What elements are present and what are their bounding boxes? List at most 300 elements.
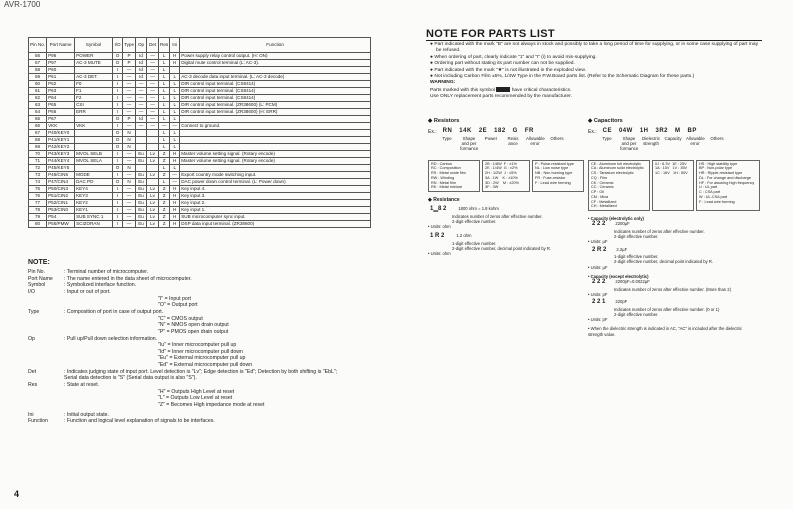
note-sub-item: "Z" = Becomes High impedance mode at reset [158, 402, 265, 409]
pin-cell: P96 [47, 53, 75, 60]
pin-cell: L [170, 88, 180, 95]
resistor-field: Type [442, 135, 452, 141]
pin-cell [147, 137, 159, 144]
pin-cell: 79 [29, 214, 47, 221]
pin-cell: Z [159, 193, 170, 200]
pin-cell: 77 [29, 200, 47, 207]
table-row [29, 123, 371, 130]
cap-electrolytic-title: • Capacity (electrolytic only) [588, 216, 644, 222]
pin-cell [180, 67, 371, 74]
pin-cell: H [170, 193, 180, 200]
table-row [29, 221, 371, 228]
note-sub-item: "I" = Input port [158, 295, 191, 302]
cap-elec-example-2: 2 R 2 2.2µF 1-digit effective number. 2-digit effective number, decimal point indicated by R. [592, 246, 714, 265]
pin-cell: H [170, 53, 180, 60]
pin-cell: 64 [29, 109, 47, 116]
pin-cell: O [113, 144, 123, 151]
cap-footnote: • When the dielectric strength is indicated in AC, "AC" is included after the dielectric strength value. [588, 326, 743, 337]
pin-cell: L [170, 116, 180, 123]
pin-cell: 66 [29, 123, 47, 130]
pin-col-header: I/O [113, 38, 123, 53]
pin-cell: — [147, 60, 159, 67]
pin-cell: — [147, 95, 159, 102]
pin-cell: P53/CIN0 [47, 207, 75, 214]
resistance-example-2: 1 R 2 1.2 ohm 1-digit effective number. 2-digit effective number, decimal point indicated by R. [430, 233, 552, 252]
warning-line: Parts marked with this symbol have critical characteristics. [430, 87, 572, 93]
pin-cell: — [123, 88, 136, 95]
table-row [29, 158, 371, 165]
pin-cell: Key input 4. [180, 186, 371, 193]
pin-cell: Eu [136, 207, 147, 214]
pin-cell: Z [159, 151, 170, 158]
resistor-field: Shape and per formance [460, 135, 479, 152]
note-sub-item: "H" = Outputs High Level at reset [158, 388, 235, 395]
pin-cell: Digital mute control terminal (L: AC-3). [180, 60, 371, 67]
pin-cell: — [123, 81, 136, 88]
pin-cell: 61 [29, 88, 47, 95]
pin-cell: I [113, 186, 123, 193]
table-row [29, 60, 371, 67]
pin-cell: DIR control input terminal. (CS8414) [180, 81, 371, 88]
table-row [29, 151, 371, 158]
pin-cell: L [159, 67, 170, 74]
pin-cell: Id [136, 74, 147, 81]
pin-cell: DAC PD [75, 179, 113, 186]
pin-cell: P97 [47, 60, 75, 67]
pin-cell: ERR [75, 109, 113, 116]
cap-elec-example-1: 2 2 2 2200µF Indicates number of zeros after effective number. 2-digit effective number. [592, 221, 705, 240]
pin-cell: L [159, 137, 170, 144]
capacitor-code: 3R2 [655, 127, 668, 134]
pin-cell: P44/KEY4 [47, 158, 75, 165]
pin-cell: 58 [29, 67, 47, 74]
pin-cell: — [123, 151, 136, 158]
note-row [28, 289, 383, 296]
pin-cell: I [113, 214, 123, 221]
pin-cell: L [170, 102, 180, 109]
pin-cell: N [123, 144, 136, 151]
pin-cell: I [113, 102, 123, 109]
table-row [29, 67, 371, 74]
pin-cell: 73 [29, 172, 47, 179]
table-row [29, 95, 371, 102]
pin-col-header: Pin No. [29, 38, 47, 53]
pin-cell: Master volume setting signal. (Rotary encode) [180, 151, 371, 158]
warning-line-2: Use ONLY replacement parts recommended by the manufacturer. [430, 93, 572, 99]
pin-cell: AC-3 decode data input terminal. (L: AC-3 decode) [180, 74, 371, 81]
pin-cell: O [113, 60, 123, 67]
pin-cell: — [123, 221, 136, 228]
pin-cell: — [170, 123, 180, 130]
table-row [29, 109, 371, 116]
note-value: : Input or out of port. [64, 288, 111, 295]
pin-cell: P43/KEY3 [47, 151, 75, 158]
pin-cell: Power supply relay control output. (H: ON) [180, 53, 371, 60]
pin-cell: Lv [147, 200, 159, 207]
pin-cell: VKK [47, 123, 75, 130]
pin-cell: Lv [147, 207, 159, 214]
pin-cell: L [159, 74, 170, 81]
cap-unit-1: • Units: µF [588, 239, 608, 245]
note-row-type: Type : Composition of port in case of output port. [28, 308, 164, 315]
pin-cell: L [159, 165, 170, 172]
pin-cell: P40/KEY0 [47, 130, 75, 137]
note-key: Port Name [28, 275, 53, 282]
pin-cell: — [170, 172, 180, 179]
pin-cell: Lv [147, 151, 159, 158]
pin-cell: — [147, 109, 159, 116]
pin-cell [147, 130, 159, 137]
pin-cell: P67 [47, 116, 75, 123]
parts-bullet: ● Part indicated with the mark "B" are not always in stock and possibly to take a long period of time for supplying, or in some case supplying of part may be refused. [430, 42, 759, 54]
pin-cell: 63 [29, 102, 47, 109]
table-row [29, 130, 371, 137]
pin-cell: O [113, 137, 123, 144]
note-sub-item: "L" = Outputs Low Level at reset [158, 395, 233, 402]
pin-cell: Eu [136, 193, 147, 200]
pin-cell: P66 [47, 109, 75, 116]
capacitor-code: 1H [639, 127, 649, 134]
note-row-ini: Ini : Initial output state. [28, 411, 109, 418]
pin-cell: Eu [136, 214, 147, 221]
pin-cell: Z [159, 158, 170, 165]
pin-cell [75, 130, 113, 137]
pin-cell: P46/CIN5 [47, 172, 75, 179]
table-row [29, 53, 371, 60]
resistor-field: Power [484, 135, 498, 141]
pin-cell: — [147, 116, 159, 123]
note-row-function: Function : Function and logical level explanation of signals to be interfaces. [28, 418, 215, 425]
pin-cell: — [123, 95, 136, 102]
pin-cell [180, 165, 371, 172]
pin-cell: 72 [29, 165, 47, 172]
pin-cell: 69 [29, 144, 47, 151]
pin-cell [180, 144, 371, 151]
pin-cell: VKK [75, 123, 113, 130]
cap-except-title: • Capacity (except electrolytic) [588, 273, 649, 279]
pin-cell: Key input 1. [180, 207, 371, 214]
pin-cell: H [170, 207, 180, 214]
resistance-heading: ◆ Resistance [428, 197, 460, 204]
note-det-cont: Serial data detection is "S" (Serial data output is also "S"). [64, 375, 197, 382]
pin-cell: L [159, 60, 170, 67]
note-sub-item: "N" = NMOS open drain output [158, 322, 229, 329]
pin-cell: I [113, 200, 123, 207]
pin-cell: O [113, 53, 123, 60]
pin-cell: KEY3 [75, 193, 113, 200]
pin-cell: P65 [47, 102, 75, 109]
pin-cell: — [123, 186, 136, 193]
pin-cell: SCIZORAN [75, 221, 113, 228]
pin-cell: I [113, 88, 123, 95]
pin-cell: L [170, 109, 180, 116]
note-row [28, 276, 383, 283]
pin-cell [147, 144, 159, 151]
parts-note-title: NOTE FOR PARTS LIST [426, 28, 555, 40]
pin-cell: O [113, 179, 123, 186]
parts-bullet: ● Not including Carbon Film ±5%, 1/4W Type in the P.W.Board parts list. (Refer to the Schematic Diagram for these parts.) [430, 73, 695, 79]
pin-cell: I [113, 193, 123, 200]
table-row [29, 144, 371, 151]
pin-cell: P51/CIN2 [47, 193, 75, 200]
pin-cell: Key input 2. [180, 200, 371, 207]
table-row [29, 186, 371, 193]
pin-cell: MVOL SELB [75, 151, 113, 158]
capacitor-field: Dielectric strength [642, 135, 661, 147]
pin-cell: I [113, 95, 123, 102]
pin-cell [75, 116, 113, 123]
pin-cell: 78 [29, 207, 47, 214]
pin-cell: 67 [29, 130, 47, 137]
pin-cell: Z [159, 172, 170, 179]
pin-cell: I [113, 81, 123, 88]
resistor-field: Allowable error [526, 135, 545, 147]
pin-cell: I [113, 172, 123, 179]
table-row [29, 172, 371, 179]
pin-cell: Eu [136, 200, 147, 207]
capacitor-field: Allowable error [686, 135, 705, 147]
pin-cell: — [147, 53, 159, 60]
pin-cell [136, 137, 147, 144]
pin-cell: SUB SYNC 1 [75, 214, 113, 221]
pin-cell: MVOL SELA [75, 158, 113, 165]
pin-cell: Id [136, 116, 147, 123]
pin-cell: L [159, 95, 170, 102]
pin-cell: — [170, 179, 180, 186]
pin-cell: KEY1 [75, 207, 113, 214]
pin-cell: L [159, 116, 170, 123]
capacitor-field: Others [710, 135, 724, 141]
pin-cell [136, 130, 147, 137]
pin-cell: — [147, 67, 159, 74]
resistor-field: Resis ance [507, 135, 519, 147]
pin-cell [170, 67, 180, 74]
pin-cell [180, 137, 371, 144]
note-key: Symbol [28, 282, 46, 289]
pin-cell [147, 165, 159, 172]
pin-cell: — [136, 102, 147, 109]
pin-cell: Lv [147, 158, 159, 165]
pin-cell: H [170, 214, 180, 221]
page-number: 4 [14, 489, 20, 499]
pin-cell: F0 [75, 81, 113, 88]
pin-cell: P50/CIN3 [47, 186, 75, 193]
pin-cell: — [136, 109, 147, 116]
pin-cell [180, 130, 371, 137]
resistor-types: RD : Carbon RC : Composition RS : Metal oxide film RW : Winding RN : Metal film RK : Metal mixture [428, 160, 480, 192]
pin-cell: Export country mode switching input. [180, 172, 371, 179]
pin-col-header: Res [159, 38, 170, 53]
pin-cell: 68 [29, 137, 47, 144]
table-row [29, 74, 371, 81]
pin-cell: L [159, 109, 170, 116]
note-sub-item: "O" = Output port [158, 302, 198, 309]
note-sub-item: "C" = CMOS output [158, 315, 203, 322]
pin-cell: L [170, 95, 180, 102]
title-rule [426, 40, 762, 41]
pin-cell: — [123, 74, 136, 81]
warning-symbol-icon [496, 87, 510, 92]
pin-cell: — [123, 172, 136, 179]
capacitor-strengths: 0J : 6.3V 1E : 25V 1A : 10V 1V : 35V 1C : 16V 1H : 50V [652, 160, 694, 211]
pin-cell: P [123, 53, 136, 60]
pin-cell: KEY4 [75, 186, 113, 193]
pin-cell: Lv [147, 193, 159, 200]
table-row [29, 207, 371, 214]
cap-unit-4: • Units: pF [588, 317, 608, 323]
note-key: I/O [28, 288, 35, 295]
pin-col-header: Function [180, 38, 371, 53]
pin-cell: I [113, 74, 123, 81]
capacitor-code: M [675, 127, 681, 134]
pin-cell: — [136, 88, 147, 95]
resistor-code: 14K [459, 127, 472, 134]
pin-cell: P54 [47, 214, 75, 221]
pin-col-header: Op [136, 38, 147, 53]
note-sub-item: "P" = PMOS open drain output [158, 328, 229, 335]
pin-cell: — [136, 81, 147, 88]
table-row [29, 88, 371, 95]
pin-cell: Lv [147, 186, 159, 193]
pin-cell: — [136, 95, 147, 102]
pin-cell: H [170, 221, 180, 228]
pin-cell: — [123, 207, 136, 214]
table-row [29, 193, 371, 200]
pin-cell: 71 [29, 158, 47, 165]
resistor-others: P : Pulse-resistant type NL : Low noise type NB : Non burning type FR : Fuse-resistor F : Lead wire forming [532, 160, 584, 192]
pin-cell: Id [136, 60, 147, 67]
table-row [29, 165, 371, 172]
pin-cell: Z [159, 221, 170, 228]
resistor-code: 2E [478, 127, 488, 134]
pin-cell: N [123, 137, 136, 144]
pin-cell: P60 [47, 67, 75, 74]
pin-cell: H [170, 200, 180, 207]
note-sub-item: "Id" = Inner microcomputer pull down [158, 348, 243, 355]
table-row [29, 137, 371, 144]
note-title: NOTE: [28, 259, 50, 266]
resistor-field: Others [550, 135, 564, 141]
pin-cell: — [123, 158, 136, 165]
cap-unit-3: • Units: pF [588, 291, 608, 297]
pin-cell: L [159, 102, 170, 109]
cap-unit-2: • Units: µF [588, 264, 608, 270]
pin-cell: Id [136, 67, 147, 74]
note-value: : Symbolized interface function. [64, 282, 137, 289]
pin-cell: 80 [29, 221, 47, 228]
table-row [29, 179, 371, 186]
pin-cell: I [113, 123, 123, 130]
resistor-code: FR [524, 127, 534, 134]
note-value: : Terminal number of microcomputer. [64, 268, 149, 275]
pin-col-header: Type [123, 38, 136, 53]
parts-notes [430, 42, 762, 100]
note-sub-item: "Iu" = Inner microcomputer pull up [158, 342, 237, 349]
pin-cell: P52/CIN1 [47, 200, 75, 207]
pin-cell: — [147, 74, 159, 81]
pin-cell: CSI [75, 102, 113, 109]
pin-cell [136, 165, 147, 172]
pin-cell: I [113, 109, 123, 116]
pin-cell: P42/KEY2 [47, 144, 75, 151]
pin-cell: 57 [29, 60, 47, 67]
pin-cell: Connect to ground. [180, 123, 371, 130]
pin-cell: — [147, 81, 159, 88]
pin-col-header: Ini [170, 38, 180, 53]
pin-cell: N [123, 165, 136, 172]
pin-cell: P [123, 116, 136, 123]
table-row [29, 116, 371, 123]
pin-cell: L [159, 130, 170, 137]
pin-cell: L [170, 74, 180, 81]
pin-cell: — [123, 193, 136, 200]
pin-cell: I [113, 67, 123, 74]
capacitor-others: HS : High stability type BP : Non-polar type HR : Ripple-resistant type DL : For change and discharge HF : For assuring high frequency U : UL part C : CSA part W : UL-CSA part F : Lead wire forming [696, 160, 760, 211]
note-row-det: Det : Indicates judging state of input port. Level detection is "Lv"; Edge detection is "Ed"; Detection by both shifting is "EbL"; [28, 368, 338, 375]
pin-cell [75, 67, 113, 74]
table-row [29, 102, 371, 109]
capacitor-field: Capacity [664, 135, 682, 141]
pin-cell: O [113, 165, 123, 172]
pin-cell: — [123, 214, 136, 221]
pin-cell: I [113, 221, 123, 228]
pin-cell: 65 [29, 116, 47, 123]
note-row-res: Res : State at reset. [28, 382, 100, 389]
pin-cell: I [113, 207, 123, 214]
parts-bullet: ● Ordering part without stating its part number can not be supplied. [430, 61, 575, 67]
pin-cell: P61 [47, 74, 75, 81]
pin-cell: Eu [136, 158, 147, 165]
cap-except-example-2: 2 2 1 220pF Indicates number of zeros after effective number. (0 or 1) 2-digit effective number. [592, 299, 720, 317]
pin-cell: P64 [47, 95, 75, 102]
pin-cell: H [170, 60, 180, 67]
pin-cell: P45/KEY5 [47, 165, 75, 172]
pin-cell: 76 [29, 193, 47, 200]
pin-cell: Z [159, 207, 170, 214]
resistance-unit-2: • Units: ohm [428, 251, 451, 257]
pin-cell: — [147, 123, 159, 130]
pin-cell: I [113, 151, 123, 158]
capacitor-code: 04W [618, 127, 633, 134]
pin-cell [75, 165, 113, 172]
resistor-code: 182 [494, 127, 506, 134]
pin-cell: N [123, 179, 136, 186]
pin-cell: L [170, 81, 180, 88]
note-key: Pin No. [28, 268, 46, 275]
pin-cell: 59 [29, 74, 47, 81]
capacitor-code: BP [687, 127, 697, 134]
capacitor-types: CE : Aluminum foil electrolytic CA : Aluminum solid electrolytic CS : Tantalum electrolytic CQ : Film CK : Ceramic CC : Ceramic CP : Oil CM : Mica CF : Metallized CH : Metallized [588, 160, 650, 211]
table-row [29, 214, 371, 221]
pin-cell: P63 [47, 88, 75, 95]
pin-cell: H [170, 158, 180, 165]
pin-cell: L [159, 81, 170, 88]
note-section [28, 259, 383, 425]
pin-cell: L [170, 137, 180, 144]
pin-table-header [29, 38, 371, 53]
note-row [28, 269, 383, 276]
capacitor-field: Type [602, 135, 612, 141]
note-sub-item: "Eu" = External microcomputer pull up [158, 355, 246, 362]
pin-cell: — [123, 200, 136, 207]
pin-cell: Eu [136, 186, 147, 193]
pin-cell: AC-3 MUTE [75, 60, 113, 67]
pin-cell: F1 [75, 88, 113, 95]
capacitors-section: ◆ Capacitors Ex.: CE 04W 1H 3R2 M BP Type Shape and per formance Dielectric strength Capacity Allowable error Others CE : Aluminum foil electrolytic CA : Aluminum solid electrolytic CS : Tantalum electrolytic CQ : Film CK : Ceramic CC : Ceramic CP : Oil CM : Mica CF : Metallized CH : Metallized 0J : 6.3V 1E : 25V 1A : 10V 1V : 35V 1C : 16V 1H : 50V HS : High stability type BP : Non-polar type HR : Ripple-resistant type DL : For change and discharge HF : For assuring high frequency U : UL part C : CSA part W : UL-CSA part F : Lead wire forming • Capacity (electrolytic only) 2 2 2 2200µF Indicates number of zeros after effective number. 2-digit effective number. • Units: µF 2 R 2 2.2µF 1-digit effective number. 2-digit effective number, decimal point indicated by R. • Units: µF • Capacity (except electrolytic) 2 2 2 2200pF=0.0022µF Indicates number of zeros after effective number. (More than 2) • Units: pF 2 2 1 220pF Indicates number of zeros after effective number. (0 or 1) 2-digit effective number. • Units: pF • When the dielectric strength is indicated in AC, "AC" is included after the dielectric strength value. [588, 118, 768, 337]
resistance-example-1: 1▁8 2 1800 ohm = 1.8 kohm Indicates number of zeros after effective number. 2-digit effective number. [430, 206, 543, 224]
pin-col-header: Symbol [75, 38, 113, 53]
pin-cell [180, 116, 371, 123]
